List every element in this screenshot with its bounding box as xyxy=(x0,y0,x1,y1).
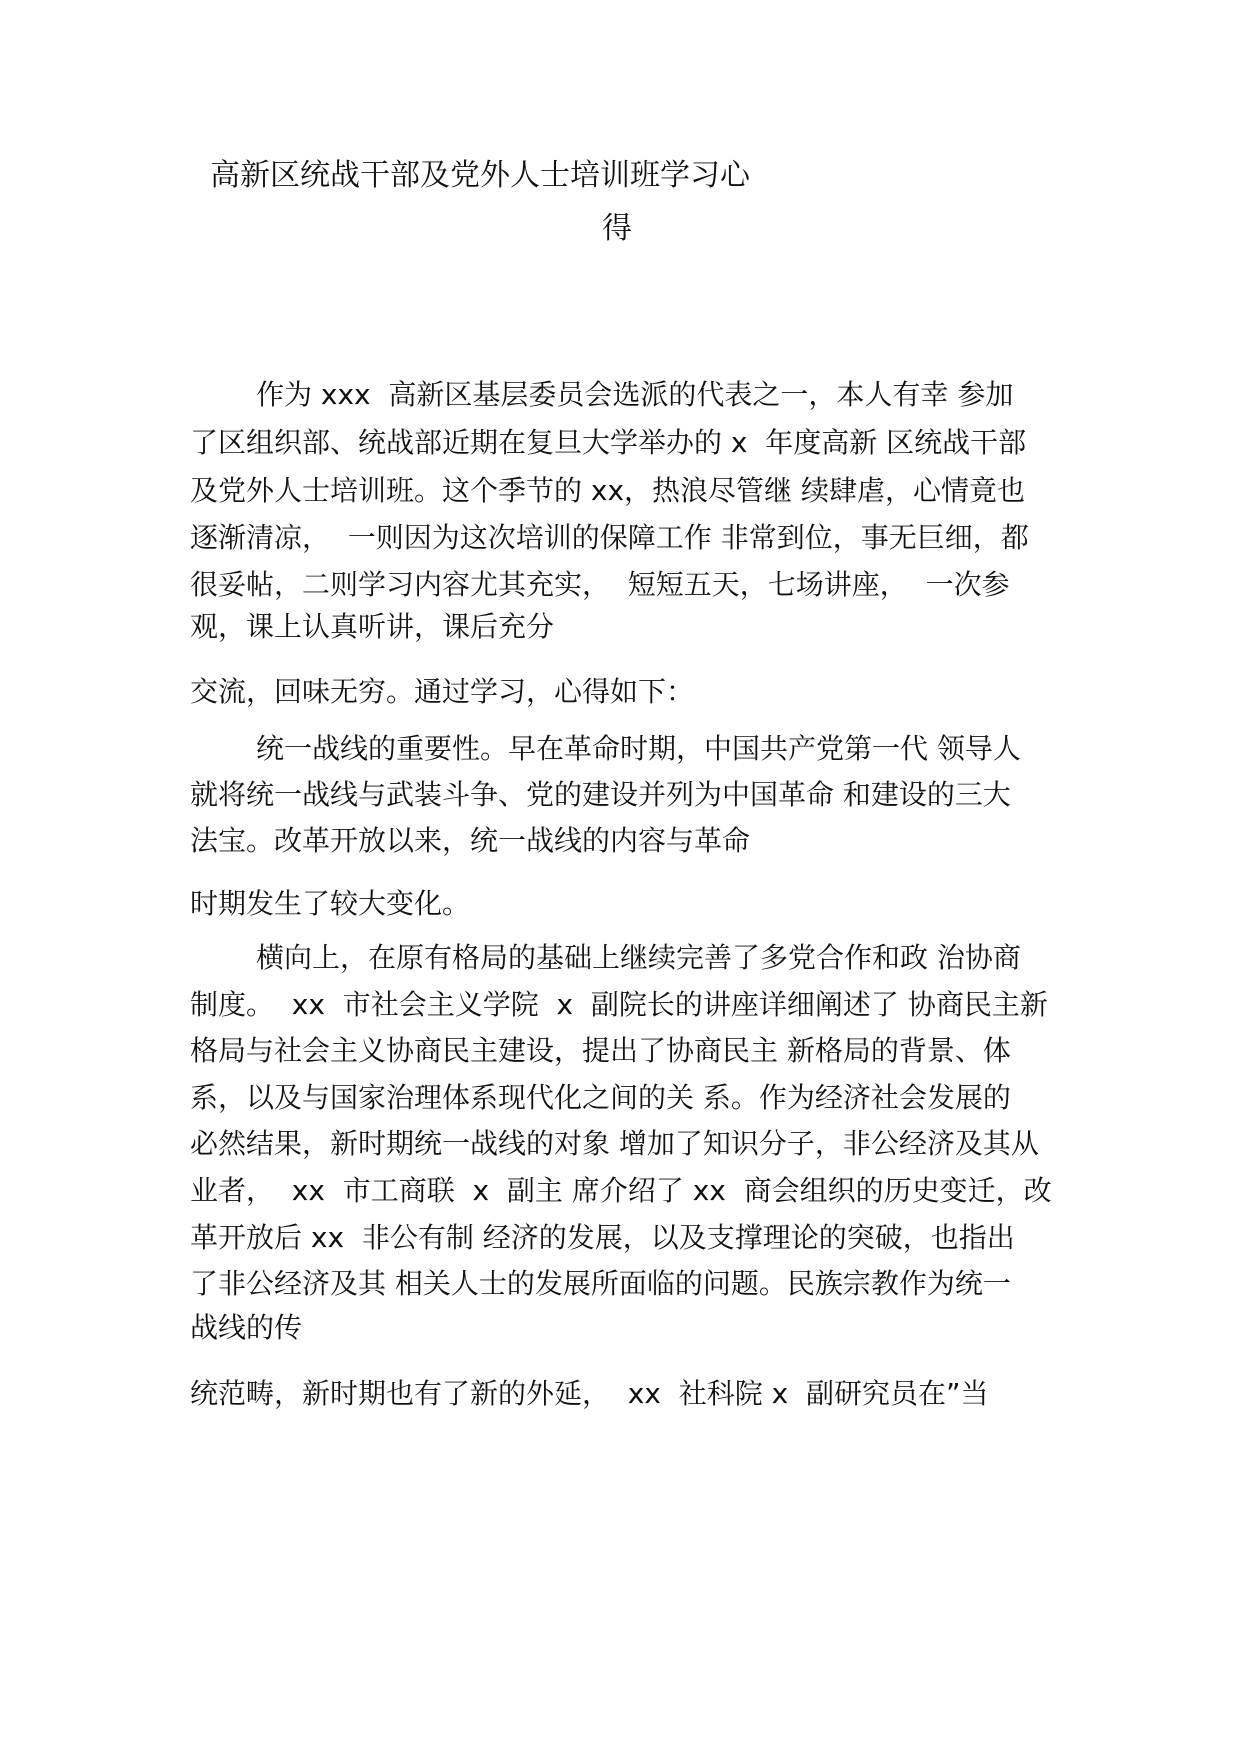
document-title-line-1: 高新区统战干部及党外人士培训班学习心 xyxy=(210,158,750,193)
paragraph-line: 战线的传 xyxy=(190,1311,303,1344)
paragraph-line: 及党外人士培训班。这个季节的 xx，热浪尽管继 续肆虐，心情竟也 xyxy=(190,474,1025,507)
document-title-line-2: 得 xyxy=(602,211,632,246)
paragraph-line: 必然结果，新时期统一战线的对象 增加了知识分子，非公经济及其从 xyxy=(190,1127,1039,1160)
paragraph-line: 作为 xxx 高新区基层委员会选派的代表之一，本人有幸 参加 xyxy=(256,378,1014,411)
paragraph-line: 统一战线的重要性。早在革命时期，中国共产党第一代 领导人 xyxy=(256,732,1021,765)
paragraph-line: 时期发生了较大变化。 xyxy=(190,887,471,920)
paragraph-line: 逐渐清凉， 一则因为这次培训的保障工作 非常到位，事无巨细，都 xyxy=(190,521,1029,554)
paragraph-line: 法宝。改革开放以来，统一战线的内容与革命 xyxy=(190,824,751,857)
paragraph-line: 业者， xx 市工商联 x 副主 席介绍了 xx 商会组织的历史变迁，改 xyxy=(190,1174,1052,1207)
paragraph-line: 就将统一战线与武装斗争、党的建设并列为中国革命 和建设的三大 xyxy=(190,778,1011,811)
paragraph-line: 统范畴，新时期也有了新的外延， xx 社科院 x 副研究员在”当 xyxy=(190,1377,989,1410)
paragraph-line: 系，以及与国家治理体系现代化之间的关 系。作为经济社会发展的 xyxy=(190,1081,1011,1114)
paragraph-line: 观，课上认真听讲，课后充分 xyxy=(190,610,555,643)
paragraph-line: 交流，回味无穷。通过学习，心得如下： xyxy=(190,675,695,708)
paragraph-line: 很妥帖，二则学习内容尤其充实， 短短五天，七场讲座， 一次参 xyxy=(190,568,1010,601)
paragraph-line: 制度。 xx 市社会主义学院 x 副院长的讲座详细阐述了 协商民主新 xyxy=(190,988,1048,1021)
paragraph-line: 格局与社会主义协商民主建设，提出了协商民主 新格局的背景、体 xyxy=(190,1034,1011,1067)
paragraph-line: 了区组织部、统战部近期在复旦大学举办的 x 年度高新 区统战干部 xyxy=(190,426,1027,459)
paragraph-line: 横向上，在原有格局的基础上继续完善了多党合作和政 治协商 xyxy=(256,941,1021,974)
paragraph-line: 革开放后 xx 非公有制 经济的发展，以及支撑理论的突破，也指出 xyxy=(190,1221,1015,1254)
paragraph-line: 了非公经济及其 相关人士的发展所面临的问题。民族宗教作为统一 xyxy=(190,1267,1011,1300)
